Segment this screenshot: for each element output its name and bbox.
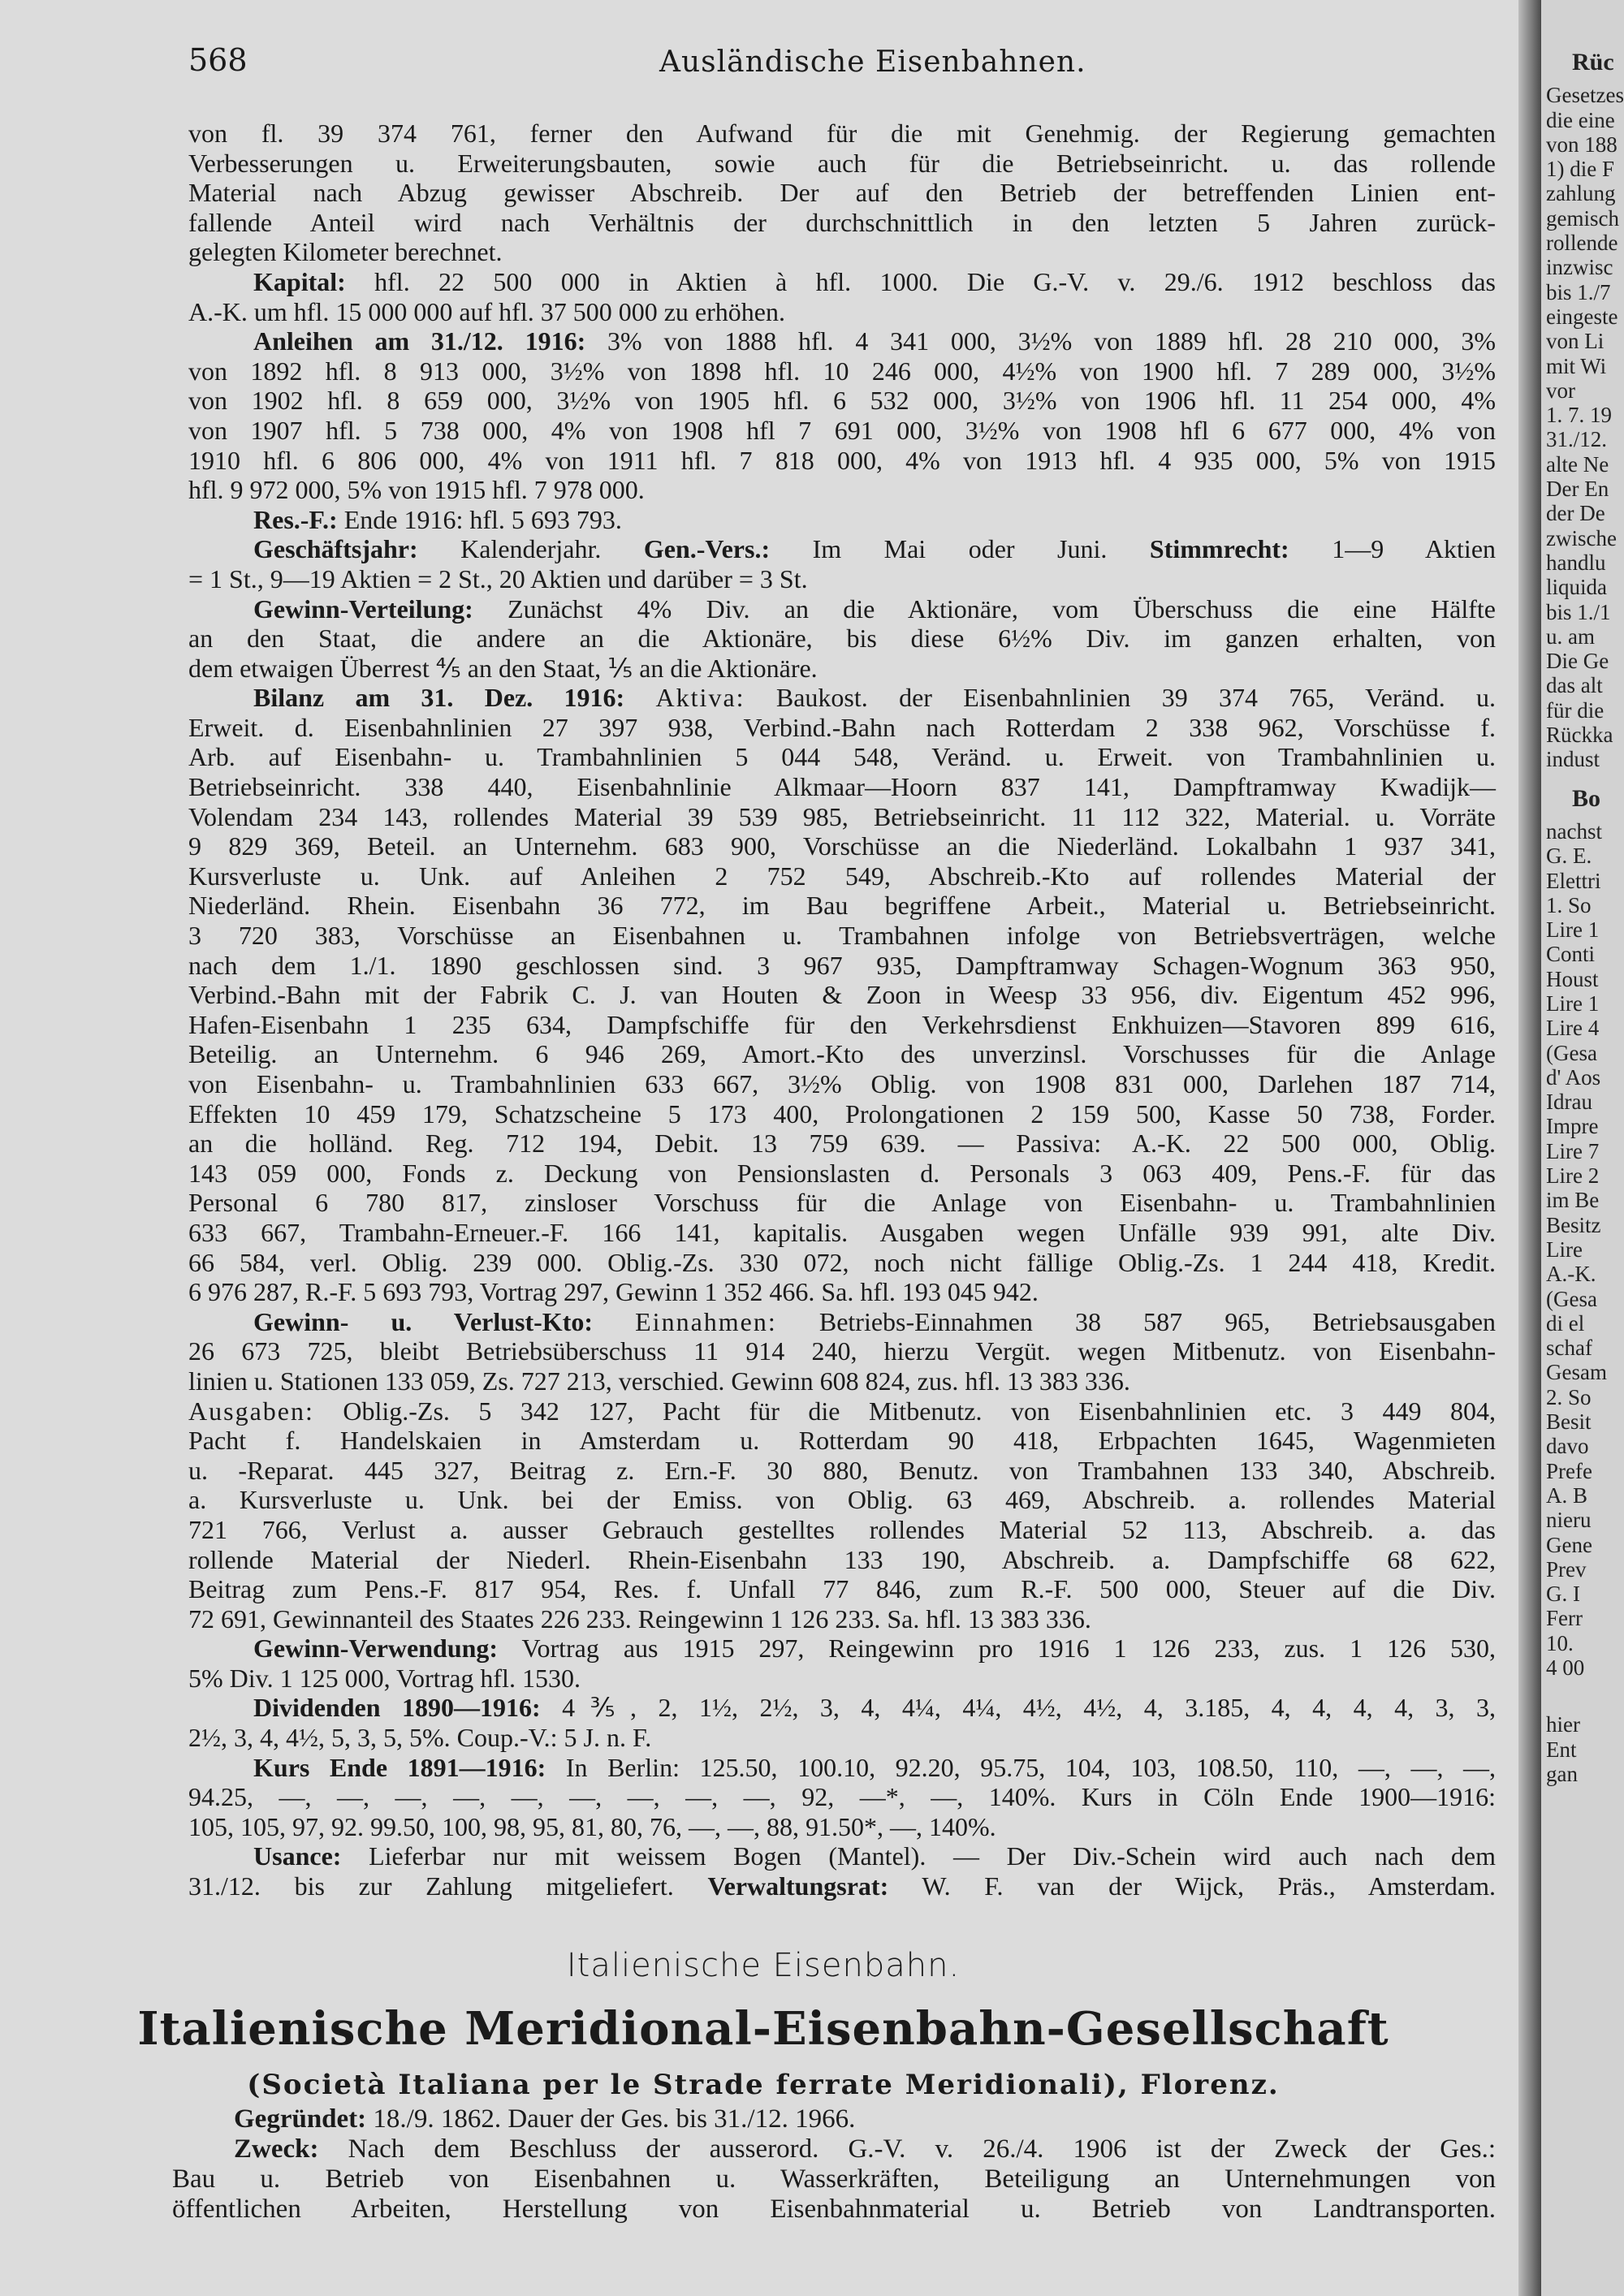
bilanz-line: Beteilig. an Unternehm. 6 946 269, Amort.-Kto des unverzinsl. Vorschusses für die Anlage: [188, 1039, 1496, 1069]
zweck-label: Zweck:: [234, 2134, 319, 2164]
adjacent-line: Idrau: [1546, 1090, 1592, 1115]
bilanz-line: Kursverluste u. Unk. auf Anleihen 2 752 549, Abschreib.-Kto auf rollendes Material der: [188, 861, 1496, 891]
adjacent-line: nachst: [1546, 818, 1602, 844]
gegruendet-text: 18./9. 1862. Dauer der Ges. bis 31./12. 1966.: [373, 2104, 856, 2134]
adjacent-line: 31./12.: [1546, 427, 1608, 452]
main-text-block: [188, 119, 1496, 1901]
usance-label: Usance:: [253, 1841, 342, 1871]
adjacent-line: gan: [1546, 1761, 1578, 1786]
bilanz-line: Betriebseinricht. 338 440, Eisenbahnlinie Alkmaar—Hoorn 837 141, Dampftramway Kwadijk—: [188, 772, 1496, 802]
dividenden-line: 2½, 3, 4, 4½, 5, 3, 5, 5%. Coup.-V.: 5 J. n. F.: [188, 1723, 652, 1753]
adjacent-line: 1. So: [1546, 892, 1592, 917]
adjacent-line: 1. 7. 19: [1546, 403, 1612, 428]
stimmrecht-text: 1—9 Aktien: [1332, 534, 1497, 564]
adjacent-line: von 188: [1546, 132, 1618, 157]
adjacent-line: 2. So: [1546, 1384, 1592, 1409]
zweck-line: öffentlichen Arbeiten, Herstellung von Eisenbahnmaterial u. Betrieb von Landtransporten.: [172, 2195, 1496, 2224]
adjacent-page-edge: [1541, 0, 1624, 2296]
adjacent-line: indust: [1546, 747, 1600, 772]
bilanz-text: Baukost. der Eisenbahnlinien 39 374 765, Veränd. u.: [775, 683, 1497, 713]
adjacent-line: Rückka: [1546, 723, 1613, 748]
running-title: Ausländische Eisenbahnen.: [659, 45, 1086, 79]
gewinn-verlust-line: Pacht f. Handelskaien in Amsterdam u. Rotterdam 90 418, Erbpachten 1645, Wagenmieten: [188, 1426, 1496, 1456]
kurs-label: Kurs Ende 1891—1916:: [253, 1752, 546, 1782]
adjacent-line: Ferr: [1546, 1606, 1583, 1631]
adjacent-line: für die: [1546, 697, 1605, 723]
adjacent-line: Houst: [1546, 966, 1599, 991]
anleihen-label: Anleihen am 31./12. 1916:: [253, 326, 586, 356]
body-line: von fl. 39 374 761, ferner den Aufwand für die mit Genehmig. der Regierung gemachten: [188, 119, 1496, 148]
adjacent-lines-2: [1541, 819, 1624, 1680]
bilanz-line: Personal 6 780 817, zinsloser Vorschuss für die Anlage von Eisenbahn- u. Trambahnlinien: [188, 1188, 1496, 1218]
adjacent-line: Ent: [1546, 1737, 1577, 1762]
bilanz-line: Arb. auf Eisenbahn- u. Trambahnlinien 5 044 548, Veränd. u. Erweit. von Trambahnlinien u.: [188, 742, 1496, 772]
gewinn-verteilung-label: Gewinn-Verteilung:: [253, 593, 473, 624]
usance-line: [188, 1871, 1496, 1901]
adjacent-line: von Li: [1546, 329, 1605, 354]
body-line: Verbesserungen u. Erweiterungsbauten, sowie auch für die Betriebseinricht. u. das rollende: [188, 148, 1496, 178]
anleihen-text: 3% von 1888 hfl. 4 341 000, 3½% von 1889 hfl. 28 210 000, 3%: [607, 326, 1497, 356]
gewinn-verwendung-line: [188, 1634, 1496, 1664]
ausgaben-label: Ausgaben:: [188, 1396, 314, 1426]
geschaeftsjahr-text: Kalenderjahr.: [460, 534, 602, 564]
body-line: gelegten Kilometer berechnet.: [188, 237, 503, 267]
bilanz-line: Verbind.-Bahn mit der Fabrik C. J. van Houten & Zoon in Weesp 33 956, div. Eigentum 452 996,: [188, 980, 1496, 1010]
bilanz-line: nach dem 1./1. 1890 geschlossen sind. 3 967 935, Dampftramway Schagen-Wognum 363 950,: [188, 950, 1496, 980]
adjacent-line: davo: [1546, 1434, 1589, 1459]
gewinn-verwendung-text: Vortrag aus 1915 297, Reingewinn pro 1916 1 126 233, zus. 1 126 530,: [521, 1634, 1497, 1664]
bilanz-line: Niederländ. Rhein. Eisenbahn 36 772, im Bau begriffene Arbeit., Material u. Betriebseinricht.: [188, 891, 1496, 921]
bilanz-line: 3 720 383, Vorschüsse an Eisenbahnen u. Trambahnen infolge von Betriebsverträgen, welche: [188, 921, 1496, 951]
adjacent-line: Besitz: [1546, 1212, 1601, 1237]
adjacent-line: Lire 7: [1546, 1138, 1600, 1163]
adjacent-line: bis 1./7: [1546, 279, 1611, 304]
bilanz-label: Bilanz am 31. Dez. 1916:: [253, 683, 625, 713]
kapital-text: hfl. 22 500 000 in Aktien à hfl. 1000. Die G.-V. v. 29./6. 1912 beschloss das: [374, 266, 1497, 296]
aktiva-label: Aktiva:: [655, 683, 745, 713]
adjacent-line: d' Aos: [1546, 1064, 1601, 1090]
adjacent-line: Gene: [1546, 1532, 1592, 1557]
res-f-label: Res.-F.:: [253, 504, 338, 534]
anleihen-line: hfl. 9 972 000, 5% von 1915 hfl. 7 978 000.: [188, 475, 645, 505]
verwaltungsrat-text: W. F. van der Wijck, Präs., Amsterdam.: [922, 1871, 1496, 1901]
adjacent-line: inzwisc: [1546, 255, 1613, 280]
adjacent-line: die eine: [1546, 107, 1615, 132]
adjacent-line: Besit: [1546, 1409, 1592, 1435]
adjacent-line: mit Wi: [1546, 353, 1607, 378]
adjacent-line: u. am: [1546, 624, 1595, 649]
adjacent-line: Prev: [1546, 1556, 1587, 1582]
gewinn-verteilung-line: an den Staat, die andere an die Aktionäre, bis diese 6½% Div. im ganzen erhalten, von: [188, 624, 1496, 654]
dividenden-text: 4⅗, 2, 1½, 2½, 3, 4, 4¼, 4¼, 4½, 4½, 4, 3.185, 4, 4, 4, 4, 3, 3,: [562, 1693, 1496, 1723]
adjacent-line: der De: [1546, 501, 1605, 526]
adjacent-lines-3: [1541, 1712, 1624, 1786]
anleihen-line: von 1902 hfl. 8 659 000, 3½% von 1905 hfl. 6 532 000, 3½% von 1906 hfl. 11 254 000, 4%: [188, 386, 1496, 416]
adjacent-line: A.-K.: [1546, 1262, 1596, 1287]
kapital-label: Kapital:: [253, 266, 346, 296]
bilanz-line: an die holländ. Reg. 712 194, Debit. 13 759 639. — Passiva: A.-K. 22 500 000, Oblig.: [188, 1129, 1496, 1159]
einnahmen-label: Einnahmen:: [635, 1306, 777, 1336]
gen-vers-label: Gen.-Vers.:: [643, 534, 771, 564]
kapital-line: [188, 267, 1496, 297]
bilanz-line: 633 667, Trambahn-Erneuer.-F. 166 141, kapitalis. Ausgaben wegen Unfälle 939 991, alte Div.: [188, 1217, 1496, 1247]
adjacent-line: eingeste: [1546, 304, 1618, 329]
adjacent-line: Die Ge: [1546, 649, 1609, 674]
adjacent-line: G. I: [1546, 1582, 1580, 1607]
adjacent-line: bis 1./1: [1546, 599, 1611, 624]
zweck-line: [172, 2134, 1496, 2164]
bilanz-line: [188, 683, 1496, 713]
bilanz-line: Erweit. d. Eisenbahnlinien 27 397 938, Verbind.-Bahn nach Rotterdam 2 338 962, Vorschüsse f.: [188, 712, 1496, 742]
company-subtitle: (Società Italiana per le Strade ferrate Meridionali), Florenz.: [247, 2069, 1280, 2101]
body-line: Material nach Abzug gewisser Abschreib. Der auf den Betrieb der betreffenden Linien ent-: [188, 178, 1496, 208]
anleihen-line: von 1892 hfl. 8 913 000, 3½% von 1898 hfl. 10 246 000, 4½% von 1900 hfl. 7 289 000, 3½%: [188, 356, 1496, 386]
adjacent-line: Lire 1: [1546, 917, 1600, 943]
bilanz-line: Hafen-Eisenbahn 1 235 634, Dampfschiffe für den Verkehrsdienst Enkhuizen—Stavoren 899 616,: [188, 1009, 1496, 1039]
usance-text: Lieferbar nur mit weissem Bogen (Mantel). — Der Div.-Schein wird auch nach dem: [369, 1841, 1496, 1871]
gewinn-verlust-line: 721 766, Verlust a. ausser Gebrauch gestelltes rollendes Material 52 113, Abschreib. a. das: [188, 1514, 1496, 1544]
gewinn-verteilung-line: [188, 594, 1496, 624]
adjacent-line: Lire 2: [1546, 1163, 1600, 1189]
dividenden-line: [188, 1693, 1496, 1723]
company-name: Italienische Meridional-Eisenbahn-Gesellschaft: [137, 2002, 1389, 2056]
adjacent-line: di el: [1546, 1310, 1585, 1336]
gegruendet-line: [172, 2104, 1496, 2134]
adjacent-line: handlu: [1546, 550, 1606, 575]
adjacent-heading: Rüc: [1572, 49, 1614, 76]
adjacent-line: schaf: [1546, 1336, 1592, 1361]
kurs-line: 94.25, —, —, —, —, —, —, —, —, —, 92, —*, —, 140%. Kurs in Cöln Ende 1900—1916:: [188, 1782, 1496, 1812]
adjacent-line: (Gesa: [1546, 1286, 1597, 1311]
verwaltungsrat-label: Verwaltungsrat:: [707, 1871, 889, 1901]
gewinn-verwendung-line: 5% Div. 1 125 000, Vortrag hfl. 1530.: [188, 1663, 581, 1693]
anleihen-line: 1910 hfl. 6 806 000, 4% von 1911 hfl. 7 818 000, 4% von 1913 hfl. 4 935 000, 5% von 1915: [188, 445, 1496, 475]
adjacent-line: (Gesa: [1546, 1040, 1597, 1065]
adjacent-line: nieru: [1546, 1508, 1592, 1533]
page-gutter: [1518, 0, 1541, 2296]
bilanz-line: Effekten 10 459 179, Schatzscheine 5 173 400, Prolongationen 2 159 500, Kasse 50 738, Forder.: [188, 1098, 1496, 1129]
bilanz-line: 66 584, verl. Oblig. 239 000. Oblig.-Zs. 330 072, noch nicht fällige Oblig.-Zs. 1 244 418, Kredit.: [188, 1247, 1496, 1277]
adjacent-line: Lire: [1546, 1236, 1583, 1262]
section-heading: Italienische Eisenbahn.: [566, 1947, 961, 1984]
geschaeftsjahr-line: [188, 534, 1496, 564]
kurs-line: 105, 105, 97, 92. 99.50, 100, 98, 95, 81, 80, 76, —, —, 88, 91.50*, —, 140%.: [188, 1811, 996, 1841]
anleihen-line: [188, 326, 1496, 356]
geschaeftsjahr-label: Geschäftsjahr:: [253, 534, 418, 564]
adjacent-line: G. E.: [1546, 844, 1592, 869]
adjacent-line: Lire 4: [1546, 1016, 1600, 1041]
adjacent-line: Gesam: [1546, 1360, 1607, 1385]
gewinn-verlust-line: u. -Reparat. 445 327, Beitrag z. Ern.-F. 30 880, Benutz. von Trambahnen 133 340, Abschreib.: [188, 1455, 1496, 1485]
adjacent-line: Conti: [1546, 942, 1596, 967]
gewinn-verlust-line: 26 673 725, bleibt Betriebsüberschuss 11 914 240, hierzu Vergüt. wegen Mitbenutz. von Eisenbahn-: [188, 1336, 1496, 1366]
stimmrecht-line: = 1 St., 9—19 Aktien = 2 St., 20 Aktien und darüber = 3 St.: [188, 563, 808, 593]
gegruendet-label: Gegründet:: [234, 2104, 367, 2134]
res-f-line: [188, 505, 1496, 535]
gen-vers-text: Im Mai oder Juni.: [812, 534, 1108, 564]
adjacent-line: Elettri: [1546, 868, 1601, 893]
gewinn-verlust-line: Beitrag zum Pens.-F. 817 954, Res. f. Unfall 77 846, zum R.-F. 500 000, Steuer auf die Div.: [188, 1574, 1496, 1604]
bilanz-line: 9 829 369, Beteil. an Unternehm. 683 900, Vorschüsse an die Niederländ. Lokalbahn 1 937 341,: [188, 831, 1496, 861]
bilanz-line: Volendam 234 143, rollendes Material 39 539 985, Betriebseinricht. 11 112 322, Material. u. Vorräte: [188, 801, 1496, 831]
anleihen-line: von 1907 hfl. 5 738 000, 4% von 1908 hfl 7 691 000, 3½% von 1908 hfl 6 677 000, 4% von: [188, 415, 1496, 445]
body-line: fallende Anteil wird nach Verhältnis der durchschnittlich in den letzten 5 Jahren zurück-: [188, 207, 1496, 237]
gewinn-verlust-line: linien u. Stationen 133 059, Zs. 727 213, verschied. Gewinn 608 824, zus. hfl. 13 383 336.: [188, 1366, 1130, 1396]
gewinn-verlust-label: Gewinn- u. Verlust-Kto:: [253, 1306, 594, 1336]
page-number: 568: [188, 42, 248, 78]
adjacent-line: alte Ne: [1546, 451, 1609, 477]
adjacent-line: vor: [1546, 378, 1575, 403]
gewinn-verwendung-label: Gewinn-Verwendung:: [253, 1634, 499, 1664]
kurs-text: In Berlin: 125.50, 100.10, 92.20, 95.75, 104, 103, 108.50, 110, —, —, —,: [565, 1752, 1497, 1782]
adjacent-line: hier: [1546, 1712, 1580, 1737]
adjacent-line: das alt: [1546, 673, 1603, 698]
zweck-line: Bau u. Betrieb von Eisenbahnen u. Wasserkräften, Beteiligung an Unternehmungen von: [172, 2164, 1496, 2194]
gewinn-verteilung-line: dem etwaigen Überrest ⅘ an den Staat, ⅕ an die Aktionäre.: [188, 653, 818, 683]
gewinn-verlust-text: Betriebs-Einnahmen 38 587 965, Betriebsausgaben: [818, 1306, 1497, 1336]
kapital-line: A.-K. um hfl. 15 000 000 auf hfl. 37 500 000 zu erhöhen.: [188, 296, 785, 326]
adjacent-line: zwische: [1546, 525, 1617, 550]
dividenden-label: Dividenden 1890—1916:: [253, 1693, 541, 1723]
adjacent-line: zahlung: [1546, 181, 1616, 206]
res-f-text: Ende 1916: hfl. 5 693 793.: [343, 504, 622, 534]
usance-text-2: 31./12. bis zur Zahlung mitgeliefert.: [188, 1871, 674, 1901]
adjacent-line: gemisch: [1546, 205, 1619, 231]
usance-line: [188, 1841, 1496, 1871]
adjacent-line: Prefe: [1546, 1458, 1592, 1483]
adjacent-line: rollende: [1546, 231, 1618, 256]
adjacent-line: 1) die F: [1546, 157, 1614, 182]
adjacent-line: A. B: [1546, 1482, 1588, 1508]
kurs-line: [188, 1753, 1496, 1783]
adjacent-lines-1: [1541, 83, 1624, 771]
adjacent-line: im Be: [1546, 1188, 1600, 1213]
gewinn-verteilung-text: Zunächst 4% Div. an die Aktionäre, vom Überschuss die eine Hälfte: [508, 593, 1497, 624]
gewinn-verlust-line: rollende Material der Niederl. Rhein-Eisenbahn 133 190, Abschreib. a. Dampfschiffe 68 622,: [188, 1544, 1496, 1574]
adjacent-heading-2: Bo: [1572, 784, 1601, 812]
adjacent-line: Gesetzes: [1546, 83, 1624, 108]
stimmrecht-label: Stimmrecht:: [1149, 534, 1289, 564]
gewinn-verlust-line: [188, 1307, 1496, 1337]
adjacent-line: Lire 1: [1546, 990, 1600, 1016]
ausgaben-line: [188, 1396, 1496, 1426]
adjacent-line: Impre: [1546, 1114, 1599, 1139]
adjacent-line: 4 00: [1546, 1655, 1585, 1680]
company-details: [172, 2104, 1496, 2225]
zweck-text: Nach dem Beschluss der ausserord. G.-V. v. 26./4. 1906 ist der Zweck der Ges.:: [348, 2134, 1497, 2164]
adjacent-line: liquida: [1546, 575, 1607, 600]
gewinn-verlust-line: 72 691, Gewinnanteil des Staates 226 233. Reingewinn 1 126 233. Sa. hfl. 13 383 336.: [188, 1603, 1091, 1634]
bilanz-line: 143 059 000, Fonds z. Deckung von Pensionslasten d. Personals 3 063 409, Pens.-F. für das: [188, 1158, 1496, 1188]
ausgaben-text: Oblig.-Zs. 5 342 127, Pacht für die Mitbenutz. von Eisenbahnlinien etc. 3 449 804,: [343, 1396, 1497, 1426]
bilanz-line: 6 976 287, R.-F. 5 693 793, Vortrag 297, Gewinn 1 352 466. Sa. hfl. 193 045 942.: [188, 1277, 1039, 1307]
gewinn-verlust-line: a. Kursverluste u. Unk. bei der Emiss. von Oblig. 63 469, Abschreib. a. rollendes Material: [188, 1485, 1496, 1515]
adjacent-line: 10.: [1546, 1630, 1574, 1655]
bilanz-line: von Eisenbahn- u. Trambahnlinien 633 667, 3½% Oblig. von 1908 831 000, Darlehen 187 714,: [188, 1069, 1496, 1098]
adjacent-line: Der En: [1546, 477, 1609, 502]
